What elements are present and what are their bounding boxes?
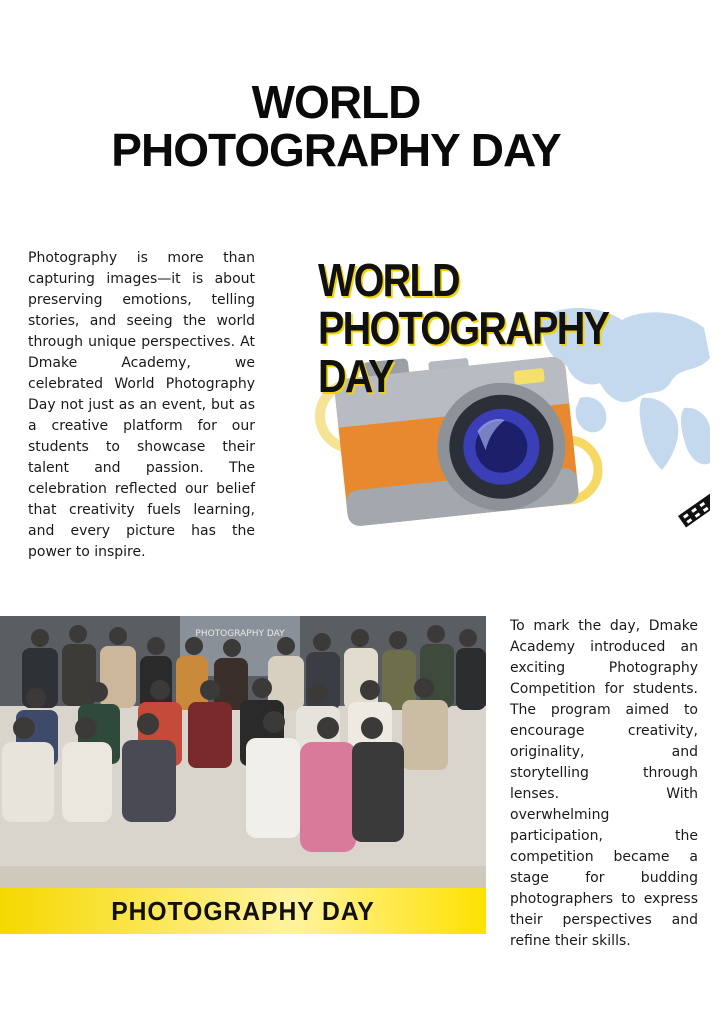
poster-title <box>318 256 655 400</box>
page-title <box>0 78 672 174</box>
intro-paragraph: Photography is more than capturing images—it is about preserving emotions, telling stories, and seeing the world through unique perspectives. At Dmake Academy, we celebrated World Photography Day not just as an event, but as a creative platform for our students to showcase their talent and passion. The celebration reflected our belief that creativity fuels learning, and every picture has the power to inspire. <box>28 250 255 560</box>
group-photo <box>0 616 486 933</box>
photo-banner-text: PHOTOGRAPHY DAY <box>111 896 375 926</box>
backdrop-text: PHOTOGRAPHY DAY <box>195 629 285 639</box>
followup-paragraph: To mark the day, Dmake Academy introduced an exciting Photography Competition for students. The program aimed to encourage creativity, originality, and storytelling through lenses. With overwhelming participation, the competition became a stage for budding photographers to express their perspectives and refine their skills. <box>510 618 698 949</box>
poster-title-line2: PHOTOGRAPHY DAY <box>318 302 608 402</box>
poster-image <box>312 248 710 553</box>
page-title-line1: WORLD <box>251 76 421 128</box>
poster-title-line1: WORLD <box>318 254 459 306</box>
page-title-line2: PHOTOGRAPHY DAY <box>111 124 561 176</box>
group-photo-illustration <box>0 616 486 933</box>
film-strip-icon <box>678 493 710 527</box>
